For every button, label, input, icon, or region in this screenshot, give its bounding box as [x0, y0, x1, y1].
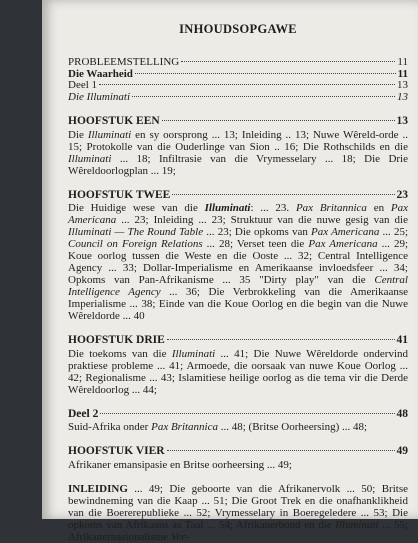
chapter-title: HOOFSTUK DRIE [68, 334, 165, 346]
dot-leader [167, 450, 395, 451]
chapter-four [68, 446, 408, 471]
entry-label: Die Waarheid [68, 67, 133, 80]
introduction-description: INLEIDING ... 49; Die geboorte van die Afrikanervolk ... 50; Britse bewindneming van die Kaap ... 51; Die Groot Trek en die onafhanklikheid van die Boererepublieke ... 52; Vrymesselary in Boeregeledere ... 53; Die opkoms van Afrikaans as Taal ... 54; Afrikanerbond en die Illuminati ... 55; Afrikanernasionalisme Ver- [68, 482, 409, 543]
chapter-description: Die Huidige wese van die Illuminati: ... 23. Pax Britannica en Pax Americana ... 23; Inleiding ... 23; Struktuur van die nuwe gesig van die Illuminati — The Round Table ... 23; Die opkoms van Pax Americana ... 25; Council on Foreign Relations ... 28; Verset teen die Pax Americana ... 29; Koue oorlog tussen die Weste en die Ooste ... 32; Central Intelligence Agency ... 33; Dollar-Imperialisme en Amerikaanse invloedsfeer ... 34; Opkoms van Pan-Afrikanisme ... 35 "Dirty play" van die Central Intelligence Agency ... 36; Die Verbrokkeling van die Amerikaanse Imperialisme ... 38; Einde van die Koue Oorlog en die begin van die Nuwe Wêreldorde ... 40 [68, 202, 409, 322]
toc-entry [68, 80, 408, 92]
dot-leader [181, 61, 395, 62]
part-heading [68, 409, 408, 421]
dot-leader [172, 194, 394, 195]
toc-entry [68, 57, 408, 69]
entry-label: PROBLEEMSTELLING [68, 56, 180, 68]
intro-block [68, 57, 408, 103]
dot-leader [100, 413, 394, 414]
toc-entry [68, 92, 408, 104]
chapter-page: 23 [396, 188, 408, 201]
introduction-block [68, 483, 408, 543]
dot-leader [135, 73, 396, 74]
part-description: Suid-Afrika onder Pax Britannica ... 48; (Britse Oorheersing) ... 48; [68, 421, 368, 433]
chapter-description: Die toekoms van die Illuminati ... 41; Die Nuwe Wêreldorde ondervind praktiese probleme ... 41; Armoede, die oorsaak van nuwe Koue Oorlog ... 42; Regionalisme ... 43; Islamitiese heilige oorlog as die tema vir die Derde Wêreldoorlog ... 44; [68, 347, 408, 396]
chapter-heading [68, 335, 408, 347]
chapter-one [68, 116, 408, 177]
chapter-title: HOOFSTUK EEN [68, 115, 160, 127]
chapter-title: HOOFSTUK VIER [68, 445, 165, 457]
entry-page: 13 [397, 79, 408, 91]
part-title: Deel 2 [68, 407, 99, 420]
chapter-description: Afrikaner emansipasie en Britse oorheersing ... 49; [68, 458, 292, 471]
part-two [68, 409, 408, 434]
page-title: INHOUDSOPGAWE [179, 22, 297, 36]
dot-leader [162, 120, 395, 121]
chapter-two [68, 190, 408, 323]
dot-leader [99, 84, 395, 85]
dot-leader [132, 96, 395, 97]
entry-label: Die Illuminati [68, 90, 131, 103]
chapter-page: 41 [396, 334, 408, 346]
introduction-heading: INLEIDING [68, 482, 128, 495]
chapter-heading [68, 116, 408, 128]
chapter-page: 49 [396, 445, 408, 457]
dot-leader [167, 339, 395, 340]
chapter-description: Die Illuminati en sy oorsprong ... 13; Inleiding .. 13; Nuwe Wêreld-orde .. 15; Protokolle van die Ouderlinge van Sion .. 16; Die Rothschilds en die Illuminati ... 18; Infiltrasie van die Vrymesselary ... 18; Die Drie Wêreldoorlogplan ... 19; [68, 128, 408, 177]
chapter-page: 13 [396, 115, 408, 127]
entry-label: Deel 1 [68, 79, 98, 91]
entry-page: 11 [397, 56, 408, 68]
entry-page: 13 [397, 90, 408, 103]
chapter-heading [68, 190, 408, 202]
chapter-heading [68, 446, 408, 458]
book-page [42, 0, 418, 543]
toc-entry [68, 69, 408, 81]
chapter-three [68, 335, 408, 396]
toc-content [68, 22, 408, 543]
entry-page: 11 [397, 67, 408, 80]
chapter-title: HOOFSTUK TWEE [68, 188, 171, 201]
part-page: 48 [396, 407, 408, 420]
